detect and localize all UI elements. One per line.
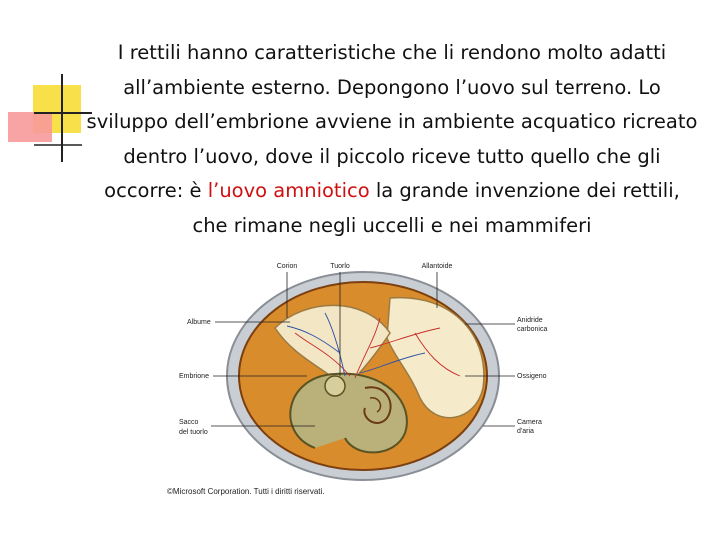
highlighted-term: l’uovo amniotico [207,179,370,202]
label-camera-2: d'aria [517,428,534,435]
copyright-notice: ©Microsoft Corporation. Tutti i diritti riservati. [167,487,325,496]
label-anidride-1: Anidride [517,317,543,324]
slide-text [86,36,698,243]
label-tuorlo: Tuorlo [330,263,350,270]
text-before: I rettili hanno caratteristiche che li rendono molto adatti all’ambiente esterno. Depongono l’uovo sul terreno. Lo sviluppo dell’embrione avviene in ambiente acquatico ricreato dentro l’uovo, dove il piccolo riceve tutto quello che gli occorre: è [86,41,698,202]
label-camera-1: Camera [517,419,542,426]
label-sacco-1: Sacco [179,419,199,426]
pink-square [8,112,52,142]
label-ossigeno: Ossigeno [517,373,547,380]
embryo-head [325,376,345,396]
label-albume: Albume [187,319,211,326]
label-sacco-2: del tuorlo [179,429,208,436]
label-corion: Corion [276,263,298,270]
amniotic-egg-diagram [165,258,565,498]
label-anidride-2: carbonica [517,326,548,333]
label-allantoide: Allantoide [421,263,453,270]
text-after: la grande invenzione dei rettili, che rimane negli uccelli e nei mammiferi [192,179,680,237]
label-embrione: Embrione [179,373,209,380]
